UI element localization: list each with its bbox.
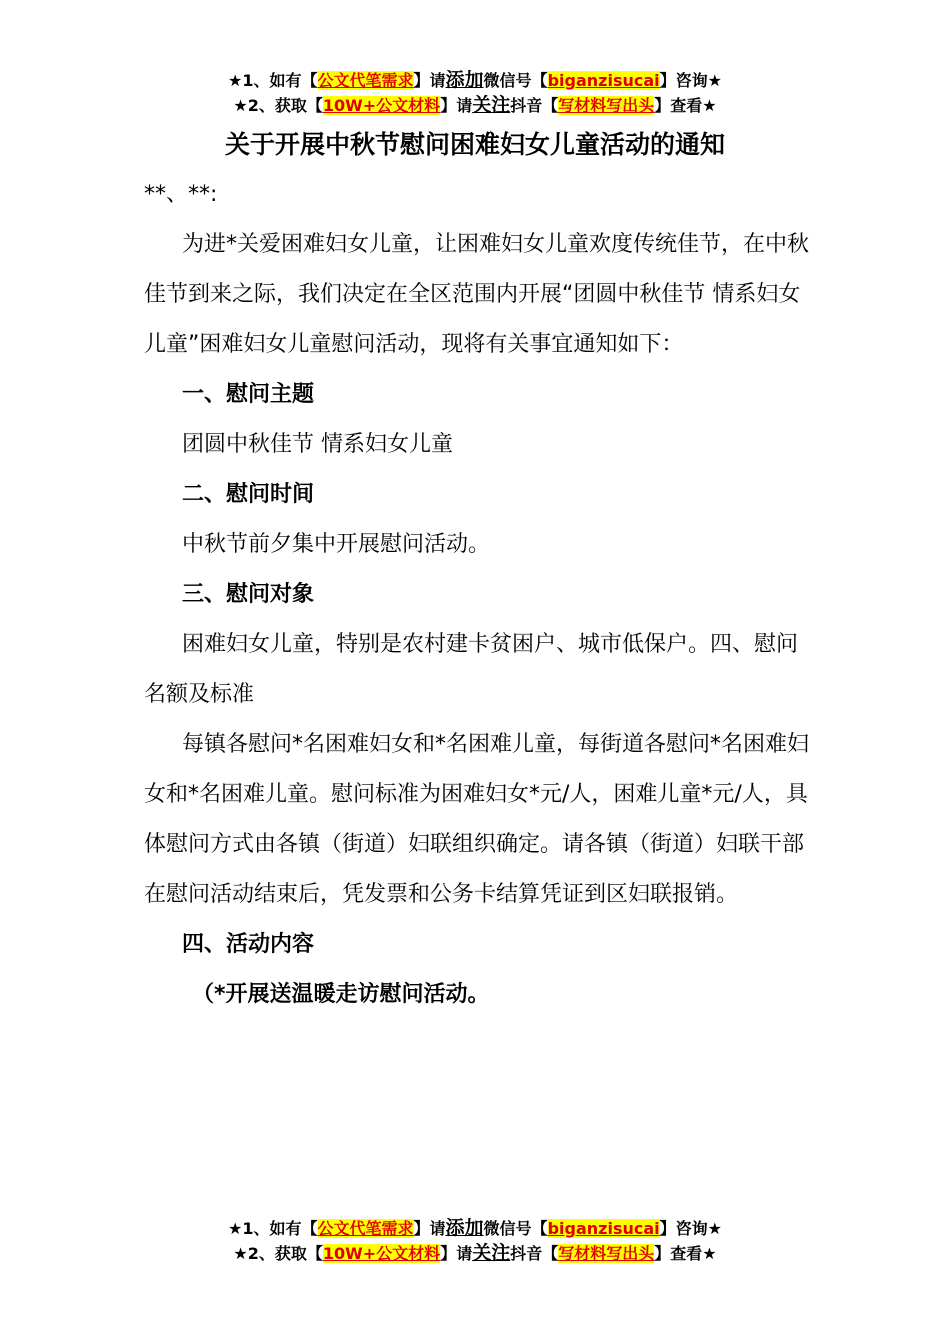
banner-text: 】请 [440, 1244, 473, 1263]
banner-text: 微信号【 [483, 71, 548, 90]
banner-text: 抖音【 [510, 96, 559, 115]
banner-text: 】请 [440, 96, 473, 115]
banner-line-2 [0, 1241, 950, 1266]
theme-paragraph: 团圆中秋佳节 情系妇女儿童 [182, 432, 453, 457]
banner-text: 】请 [413, 71, 446, 90]
quota-paragraph: 每镇各慰问*名困难妇女和*名困难儿童，每街道各慰问*名困难妇女和*名困难儿童。慰问标准为困难妇女*元/人，困难儿童*元/人，具体慰问方式由各镇（街道）妇联组织确定。请各镇（街道）妇联干部在慰问活动结束后，凭发票和公务卡结算凭证到区妇联报销。 [144, 732, 810, 907]
douyin-id-text: 写材料写出头 [558, 96, 655, 115]
section-heading-content: 四、活动内容 [182, 932, 315, 957]
banner-line-1 [0, 1216, 950, 1241]
banner-text: 】请 [413, 1219, 446, 1238]
emphasis-text: 关注 [472, 94, 511, 116]
banner-text: 抖音【 [510, 1244, 559, 1263]
highlight-text: 10W+公文材料 [322, 1244, 441, 1263]
highlight-text: 公文代笔需求 [317, 1219, 414, 1238]
wechat-id-text: biganzisucai [547, 1219, 660, 1238]
header-banner [0, 68, 950, 118]
highlight-text: 10W+公文材料 [322, 96, 441, 115]
banner-line-2 [0, 93, 950, 118]
banner-text: 】咨询★ [659, 71, 722, 90]
wechat-id-text: biganzisucai [547, 71, 660, 90]
intro-paragraph: 为进*关爱困难妇女儿童，让困难妇女儿童欢度传统佳节，在中秋佳节到来之际，我们决定在全区范围内开展“团圆中秋佳节 情系妇女儿童”困难妇女儿童慰问活动，现将有关事宜通知如下： [144, 232, 810, 357]
highlight-text: 公文代笔需求 [317, 71, 414, 90]
salutation: **、**: [144, 182, 218, 207]
banner-text: 微信号【 [483, 1219, 548, 1238]
banner-text: ★2、获取【 [233, 1244, 323, 1263]
banner-line-1 [0, 68, 950, 93]
section-heading-target: 三、慰问对象 [182, 582, 315, 607]
banner-text: 】查看★ [654, 96, 717, 115]
banner-text: ★1、如有【 [228, 71, 318, 90]
banner-text: ★2、获取【 [233, 96, 323, 115]
emphasis-text: 添加 [445, 69, 484, 91]
time-paragraph: 中秋节前夕集中开展慰问活动。 [182, 532, 491, 557]
target-paragraph: 困难妇女儿童，特别是农村建卡贫困户、城市低保户。四、慰问名额及标准 [144, 632, 799, 707]
footer-banner [0, 1216, 950, 1266]
subsection-heading: （*开展送温暖走访慰问活动。 [192, 982, 490, 1007]
section-heading-time: 二、慰问时间 [182, 482, 315, 507]
document-title: 关于开展中秋节慰问困难妇女儿童活动的通知 [224, 130, 725, 159]
section-heading-theme: 一、慰问主题 [182, 382, 315, 407]
banner-text: 】咨询★ [659, 1219, 722, 1238]
banner-text: 】查看★ [654, 1244, 717, 1263]
banner-text: ★1、如有【 [228, 1219, 318, 1238]
emphasis-text: 添加 [445, 1217, 484, 1239]
douyin-id-text: 写材料写出头 [558, 1244, 655, 1263]
document-body [144, 170, 814, 1020]
emphasis-text: 关注 [472, 1242, 511, 1264]
